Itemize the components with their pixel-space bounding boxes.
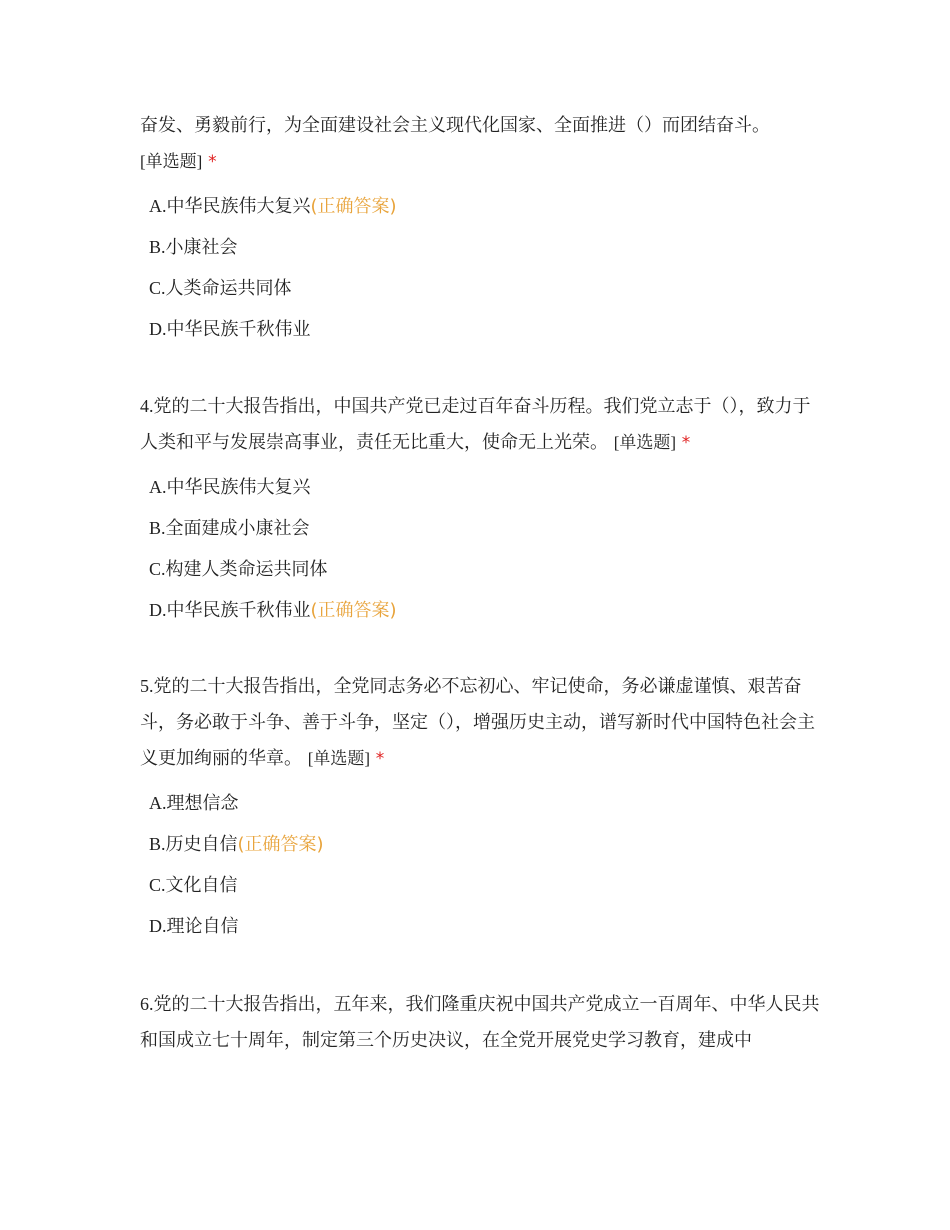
option-letter: A.	[149, 477, 167, 497]
option-letter: C.	[149, 559, 166, 579]
option-text: 构建人类命运共同体	[165, 559, 328, 580]
question-body: 奋发、勇毅前行，为全面建设社会主义现代化国家、全面推进（）而团结奋斗。	[140, 115, 770, 136]
option-letter: B.	[149, 834, 166, 854]
option-c[interactable]	[140, 549, 820, 590]
option-letter: B.	[149, 518, 166, 538]
option-letter: A.	[149, 793, 167, 813]
option-letter: D.	[149, 916, 167, 936]
option-b[interactable]	[140, 227, 820, 268]
option-a[interactable]	[140, 186, 820, 227]
option-d[interactable]	[140, 309, 820, 350]
option-text: 中华民族千秋伟业	[166, 600, 311, 621]
option-list	[140, 783, 820, 947]
option-a[interactable]	[140, 783, 820, 824]
correct-answer-label: (正确答案)	[310, 600, 397, 621]
question-number: 6.	[140, 994, 154, 1014]
question-type: [单选题]	[140, 152, 203, 171]
question-text	[140, 986, 820, 1059]
option-d[interactable]	[140, 906, 820, 947]
question-number: 5.	[140, 676, 154, 696]
option-text: 中华民族伟大复兴	[166, 477, 311, 498]
correct-answer-label: (正确答案)	[237, 834, 324, 855]
question-block	[140, 108, 820, 350]
option-letter: D.	[149, 319, 167, 339]
option-text: 中华民族千秋伟业	[166, 319, 311, 340]
question-type: [单选题]	[613, 433, 677, 452]
question-block	[140, 986, 820, 1059]
question-body: 党的二十大报告指出，中国共产党已走过百年奋斗历程。我们党立志于（），致力于人类和平与发展崇高事业，责任无比重大，使命无上光荣。	[140, 396, 811, 453]
question-text	[140, 388, 820, 461]
option-text: 中华民族伟大复兴	[166, 196, 311, 217]
option-text: 文化自信	[165, 875, 238, 896]
option-a[interactable]	[140, 467, 820, 508]
required-marker: *	[681, 433, 691, 453]
question-type: [单选题]	[307, 749, 371, 768]
option-letter: A.	[149, 196, 167, 216]
option-text: 理论自信	[166, 916, 239, 937]
option-list	[140, 186, 820, 350]
question-text	[140, 668, 820, 777]
question-text	[140, 108, 820, 180]
option-list	[140, 467, 820, 631]
option-text: 全面建成小康社会	[165, 518, 310, 539]
correct-answer-label: (正确答案)	[310, 196, 397, 217]
option-letter: B.	[149, 237, 166, 257]
option-b[interactable]	[140, 824, 820, 865]
option-letter: C.	[149, 278, 166, 298]
option-c[interactable]	[140, 865, 820, 906]
required-marker: *	[375, 749, 385, 769]
required-marker: *	[208, 152, 217, 172]
option-d[interactable]	[140, 590, 820, 631]
option-text: 理想信念	[166, 793, 239, 814]
option-text: 小康社会	[165, 237, 238, 258]
question-body: 党的二十大报告指出，五年来，我们隆重庆祝中国共产党成立一百周年、中华人民共和国成立七十周年，制定第三个历史决议，在全党开展党史学习教育，建成中	[140, 994, 820, 1051]
option-text: 历史自信	[165, 834, 238, 855]
question-body: 党的二十大报告指出，全党同志务必不忘初心、牢记使命，务必谦虚谨慎、艰苦奋斗，务必敢于斗争、善于斗争，坚定（），增强历史主动，谱写新时代中国特色社会主义更加绚丽的华章。	[140, 676, 815, 769]
option-letter: D.	[149, 600, 167, 620]
question-number: 4.	[140, 396, 154, 416]
question-block	[140, 388, 820, 631]
option-text: 人类命运共同体	[165, 278, 292, 299]
option-b[interactable]	[140, 508, 820, 549]
question-block	[140, 668, 820, 947]
option-c[interactable]	[140, 268, 820, 309]
option-letter: C.	[149, 875, 166, 895]
